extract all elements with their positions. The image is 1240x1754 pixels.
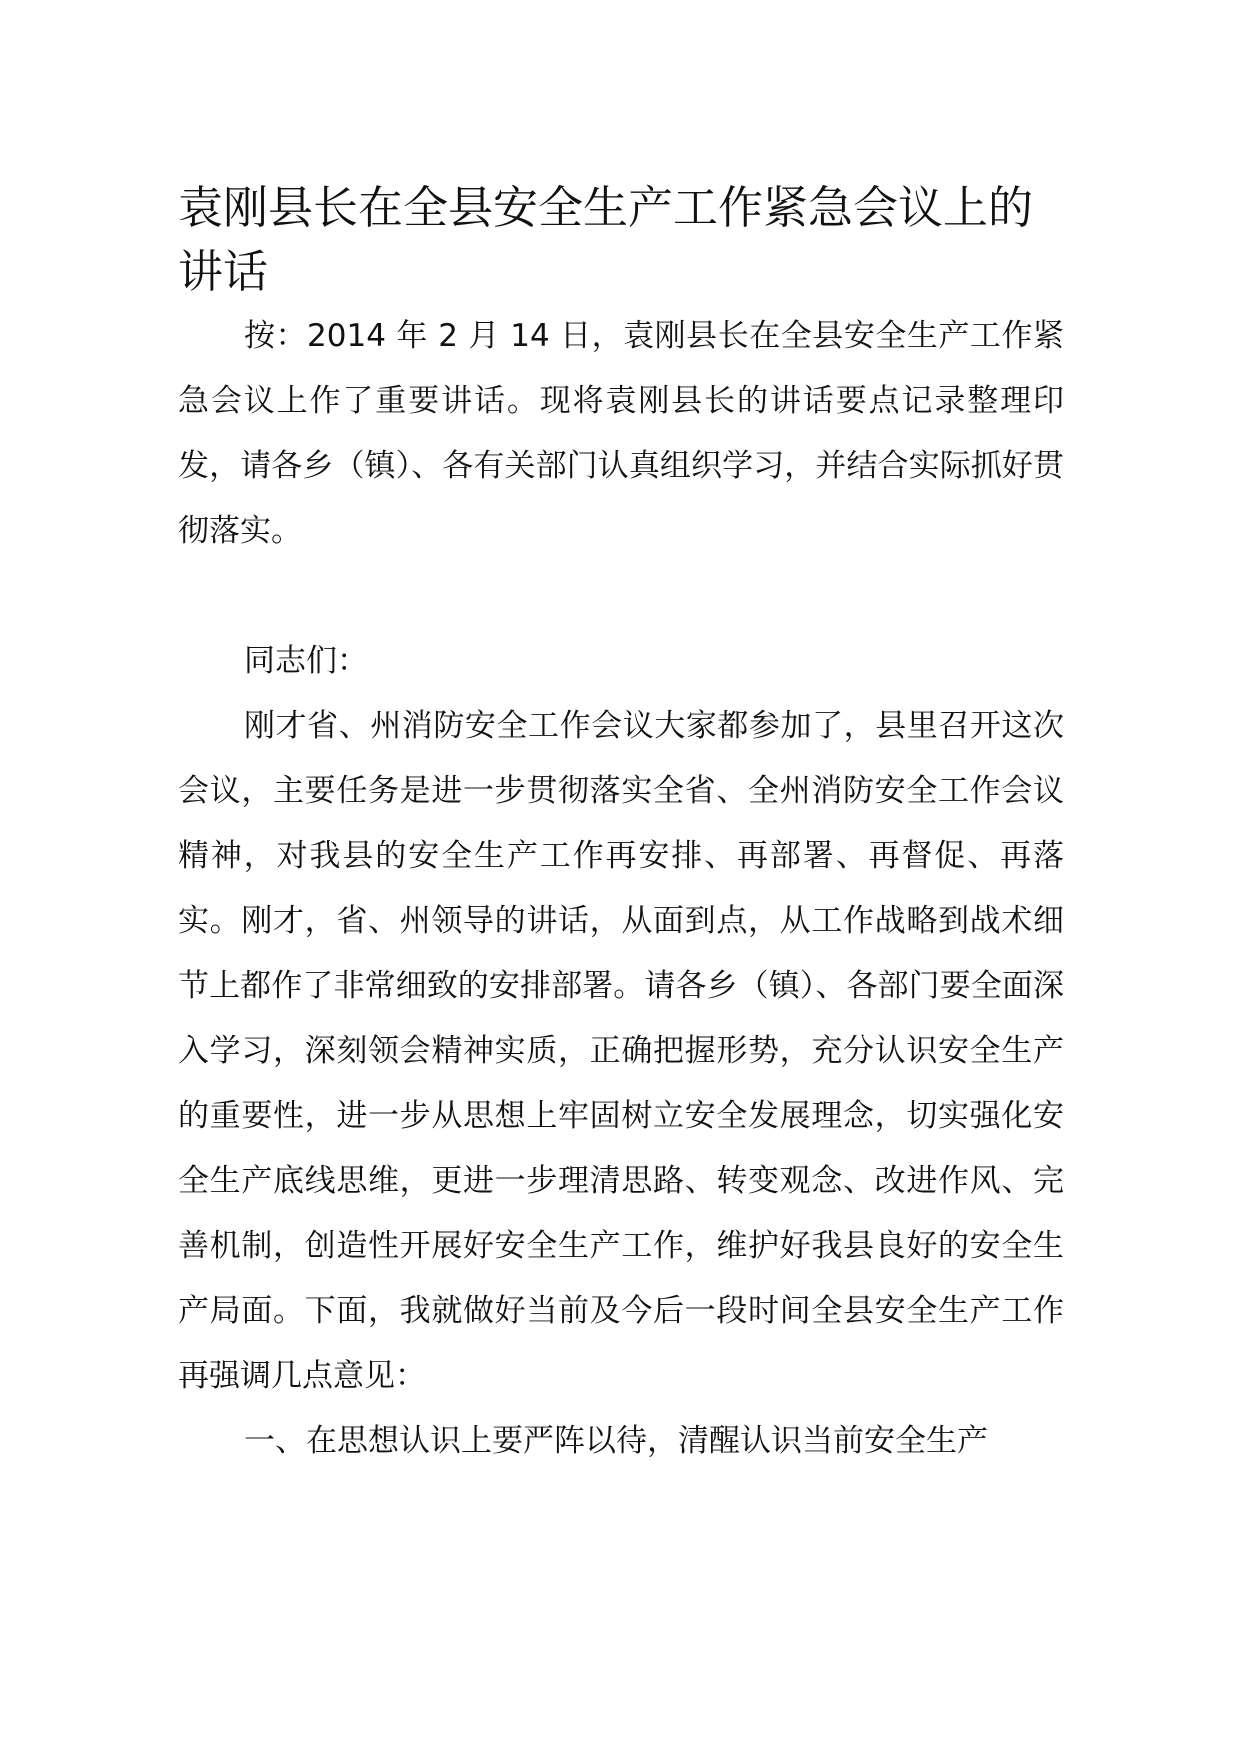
body-paragraph: 刚才省、州消防安全工作会议大家都参加了，县里召开这次会议，主要任务是进一步贯彻落实全省、全州消防安全工作会议精神，对我县的安全生产工作再安排、再部署、再督促、再落实。刚才，省、州领导的讲话，从面到点，从工作战略到战术细节上都作了非常细致的安排部署。请各乡（镇）、各部门要全面深入学习，深刻领会精神实质，正确把握形势，充分认识安全生产的重要性，进一步从思想上牢固树立安全发展理念，切实强化安全生产底线思维，更进一步理清思路、转变观念、改进作风、完善机制，创造性开展好安全生产工作，维护好我县良好的安全生产局面。下面，我就做好当前及今后一段时间全县安全生产工作再强调几点意见： — [178, 708, 1064, 1394]
salutation: 同志们： — [244, 643, 368, 679]
editor-note: 按：2014 年 2 月 14 日，袁刚县长在全县安全生产工作紧急会议上作了重要讲话。现将袁刚县长的讲话要点记录整理印发，请各乡（镇）、各有关部门认真组织学习，并结合实际抓好贯彻落实。 — [178, 318, 1064, 549]
document-title: 袁刚县长在全县安全生产工作紧急会议上的讲话 — [178, 181, 1034, 298]
document-page — [178, 176, 1064, 1474]
blank-line — [178, 564, 1064, 629]
section-heading: 一、在思想认识上要严阵以待，清醒认识当前安全生产 — [244, 1423, 988, 1459]
